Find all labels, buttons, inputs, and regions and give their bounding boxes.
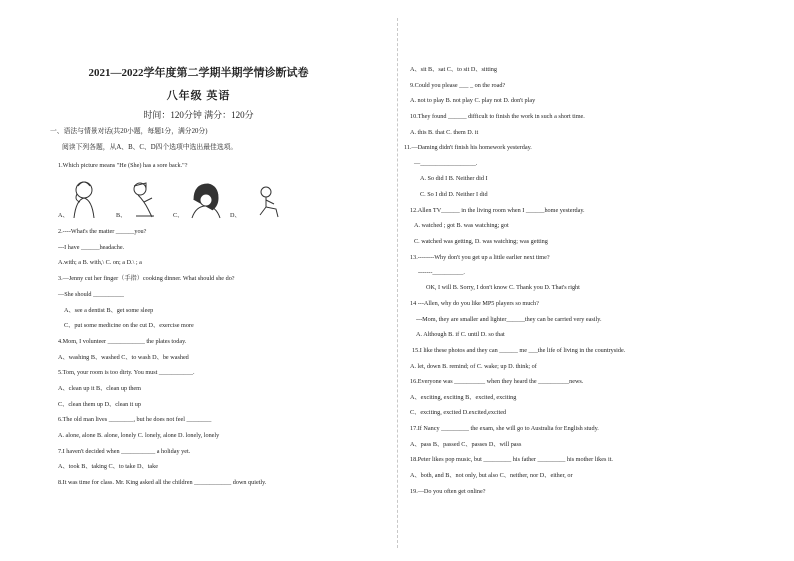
question-11-line-2: —__________________. bbox=[414, 160, 478, 167]
question-17: 17.If Nancy _________ the exam, she will go to Australia for English study. bbox=[410, 425, 599, 432]
question-1: 1.Which picture means "He (She) has a sore back."? bbox=[58, 162, 188, 169]
question-13-line-2: -------__________. bbox=[418, 269, 465, 276]
section-instruction: 阅读下列各题，从A、B、C、D四个选项中选出最佳选项。 bbox=[62, 144, 238, 151]
question-12: 12.Allen TV______ in the living room when I ______home yesterday. bbox=[410, 207, 585, 214]
question-7-options: A、took B、taking C、to take D、take bbox=[58, 463, 159, 470]
question-3-options-2: C、put some medicine on the cut D、exercise more bbox=[64, 322, 194, 329]
question-17-options: A、pass B、passed C、passes D、will pass bbox=[410, 441, 522, 448]
question-3-options-1: A、see a dentist B、get some sleep bbox=[64, 307, 154, 314]
question-2-options: A.with; a B. with,\ C. on; a D.\ ; a bbox=[58, 259, 142, 266]
question-14-line-2: ---Mom, they are smaller and lighter______they can be carried very easily. bbox=[416, 316, 602, 323]
question-6-options: A. alone, alone B. alone, lonely C. lonely, alone D. lonely, lonely bbox=[58, 432, 220, 439]
sore-back-picture-b bbox=[128, 180, 158, 220]
question-4: 4.Mom, I volunteer ____________ the plates today. bbox=[58, 338, 187, 345]
question-5-options-2: C、clean them up D、clean it up bbox=[58, 401, 141, 408]
sore-leg-picture-d bbox=[254, 180, 284, 220]
question-3-line-2: —She should __________ bbox=[58, 291, 125, 298]
sore-tooth-picture-a bbox=[70, 180, 98, 220]
section-heading: 一、语法与情景对话(共20小题，每题1分，满分20分) bbox=[50, 128, 208, 135]
question-18-options: A、both, and B、not only, but also C、neither, nor D、either, or bbox=[410, 472, 573, 479]
question-11-options-2: C. So I did D. Neither I did bbox=[420, 191, 488, 198]
question-4-options: A、washing B、washed C、to wash D、be washed bbox=[58, 354, 189, 361]
question-18: 18.Peter likes pop music, but _________ his father _________ his mother likes it. bbox=[410, 456, 613, 463]
question-10: 10.They found ______ difficult to finish the work in such a short time. bbox=[410, 113, 585, 120]
pic-label-d: D、 bbox=[230, 212, 241, 219]
question-12-options-2: C. watched was getting, D. was watching; was getting bbox=[414, 238, 548, 245]
pic-label-c: C、 bbox=[173, 212, 184, 219]
question-5: 5.Tom, your room is too dirty. You must ___________. bbox=[58, 369, 195, 376]
question-19: 19.—Do you often get online? bbox=[410, 488, 486, 495]
question-8-options: A、sit B、sat C、to sit D、sitting bbox=[410, 66, 497, 73]
question-6: 6.The old man lives ________, but he does not feel ________ bbox=[58, 416, 212, 423]
pic-label-b: B、 bbox=[116, 212, 127, 219]
question-1-pictures bbox=[58, 180, 298, 220]
question-5-options-1: A、clean up it B、clean up them bbox=[58, 385, 141, 392]
question-9-options: A. not to play B. not play C. play not D. don't play bbox=[410, 97, 536, 104]
headache-picture-c bbox=[188, 180, 224, 220]
column-divider bbox=[397, 18, 398, 548]
question-13: 13.--------Why don't you get up a little earlier next time? bbox=[410, 254, 550, 261]
question-10-options: A. this B. that C. them D. it bbox=[410, 129, 479, 136]
question-16: 16.Everyone was __________ when they heard the __________news. bbox=[410, 378, 584, 385]
question-14: 14 ---Allen, why do you like MP5 players so much? bbox=[410, 300, 539, 307]
question-11-options-1: A. So did I B. Neither did I bbox=[420, 175, 488, 182]
question-2-line-2: ---I have ______headache. bbox=[58, 244, 125, 251]
question-16-options-2: C、exciting, excited D.excited,excited bbox=[410, 409, 507, 416]
question-12-options-1: A. watched ; got B. was watching; got bbox=[414, 222, 509, 229]
exam-subtitle: 八年级 英语 bbox=[166, 90, 231, 102]
question-8: 8.It was time for class. Mr. King asked all the children ____________ down quietly. bbox=[58, 479, 267, 486]
question-16-options-1: A、exciting, exciting B、excited, exciting bbox=[410, 394, 517, 401]
question-15-options: A. let, down B. remind; of C. wake; up D. think; of bbox=[410, 363, 537, 370]
exam-title: 2021—2022学年度第二学期半期学情诊断试卷 bbox=[88, 67, 309, 79]
question-15: 15.I like these photos and they can ______ me ___the life of living in the countryside. bbox=[412, 347, 626, 354]
question-9: 9.Could you please ___ _ on the road? bbox=[410, 82, 506, 89]
question-7: 7.I haven't decided when ___________ a holiday yet. bbox=[58, 448, 191, 455]
exam-time: 时间：120分钟 满分：120分 bbox=[143, 110, 254, 120]
question-14-options: A. Although B. if C. until D. so that bbox=[416, 331, 505, 338]
question-2: 2.----What's the matter ______you? bbox=[58, 228, 147, 235]
question-13-options: OK, I will B. Sorry, I don't know C. Thank you D. That's right bbox=[426, 284, 580, 291]
question-3: 3.—Jenny cut her finger（手指）cooking dinner. What should she do? bbox=[58, 275, 235, 282]
question-11: 11.—Daming didn't finish his homework yesterday. bbox=[404, 144, 532, 151]
pic-label-a: A、 bbox=[58, 212, 69, 219]
